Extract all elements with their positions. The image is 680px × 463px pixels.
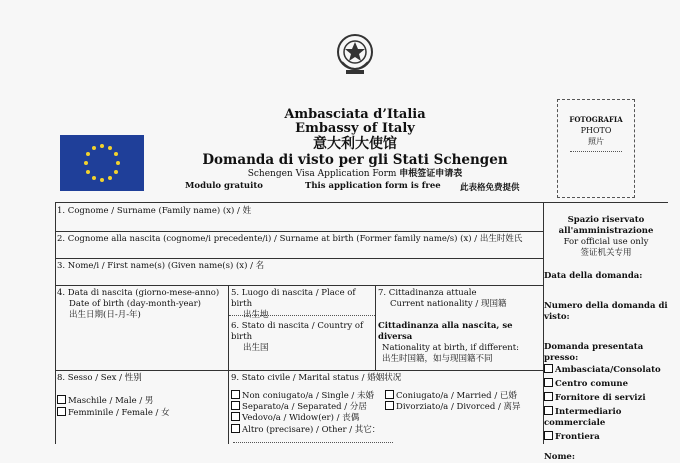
separated-option[interactable] [231, 402, 367, 412]
pob-zh: 出生地 [243, 310, 269, 320]
female-checkbox[interactable] [57, 407, 66, 416]
cob-zh: 出生国 [243, 343, 269, 353]
row-line-4 [56, 370, 544, 371]
other-label: Altro (precisare) / Other / 其它： [242, 425, 381, 435]
provider-checkbox[interactable] [544, 392, 553, 401]
free-it: Modulo gratuito [185, 181, 263, 191]
side-opt-provider[interactable] [544, 392, 668, 404]
sex-male-option[interactable] [57, 395, 225, 407]
married-checkbox[interactable] [385, 390, 394, 399]
female-label: Femminile / Female / 女 [68, 408, 170, 418]
field-country-of-birth[interactable] [231, 321, 373, 354]
official-use-panel [544, 203, 668, 463]
eu-flag-icon [60, 135, 144, 191]
centre-checkbox[interactable] [544, 378, 553, 387]
subtitle-en: Schengen Visa Application Form [247, 169, 397, 179]
divorced-option[interactable] [385, 401, 521, 413]
col-line-1 [228, 285, 229, 444]
divorced-checkbox[interactable] [385, 401, 394, 410]
header-embassy-zh: 意大利大使馆 [313, 136, 397, 152]
side-title-2: all'amministrazione [558, 226, 654, 236]
pob-label: 5. Luogo di nascita / Place of birth [231, 288, 356, 309]
side-title-3: For official use only [563, 237, 649, 247]
border-checkbox[interactable] [544, 431, 553, 440]
row-line-3 [56, 285, 544, 286]
side-number-label: Numero della domanda di visto: [544, 301, 668, 322]
dob-en: Date of birth (day-month-year) [69, 299, 202, 309]
row-line-2 [56, 258, 544, 259]
separated-label: Separato/a / Separated / 分居 [242, 402, 367, 412]
col-line-2 [375, 285, 376, 370]
application-form [55, 202, 668, 462]
side-opt-centre[interactable] [544, 378, 668, 390]
cob-label: 6. Stato di nascita / Country of birth [231, 321, 364, 342]
field-sex [57, 373, 225, 419]
subtitle-zh: 申根签证申请表 [399, 169, 463, 179]
embassy-checkbox[interactable] [544, 364, 553, 373]
side-presented-label: Domanda presentata presso: [544, 342, 644, 363]
other-option[interactable] [231, 424, 541, 447]
nat-birth-it: Cittadinanza alla nascita, se diversa [378, 321, 513, 342]
side-name-label: Nome: [544, 452, 575, 462]
dob-it: 4. Data di nascita (giorno-mese-anno) [57, 288, 220, 298]
dob-zh: 出生日期(日-月-年) [69, 310, 141, 320]
side-title-4: 签证机关专用 [580, 248, 632, 258]
field-surname[interactable]: 1. Cognome / Surname (Family name) (x) / 姓 [57, 206, 252, 216]
header-form-title: Domanda di visto per gli Stati Schengen [202, 152, 508, 168]
side-opt-border[interactable] [544, 431, 668, 443]
marital-row-1 [231, 390, 541, 401]
sex-label: 8. Sesso / Sex / 性别 [57, 373, 142, 383]
single-label: Non coniugato/a / Single / 未婚 [242, 391, 374, 401]
side-title-1: Spazio riservato [567, 215, 645, 225]
intermediary-checkbox[interactable] [544, 406, 553, 415]
field-nationality[interactable] [378, 288, 542, 365]
row-line-1 [56, 231, 544, 232]
male-label: Maschile / Male / 男 [68, 396, 154, 406]
free-en: This application form is free [305, 181, 441, 191]
field-place-of-birth[interactable] [231, 288, 373, 321]
side-opt-embassy[interactable] [544, 364, 668, 376]
form-header [160, 108, 550, 180]
marital-row-2 [231, 401, 541, 412]
divorced-label: Divorziato/a / Divorced / 离异 [396, 402, 521, 412]
field-marital-status [231, 373, 541, 447]
side-opt-intermediary[interactable] [544, 406, 668, 429]
provider-label: Fornitore di servizi [555, 393, 646, 403]
photo-label-zh: 照片 [588, 137, 604, 146]
embassy-label: Ambasciata/Consolato [555, 365, 661, 375]
single-option[interactable] [231, 391, 374, 401]
photo-label-en: PHOTO [580, 126, 612, 135]
married-label: Coniugato/a / Married / 已婚 [396, 391, 517, 401]
centre-label: Centro comune [555, 379, 628, 389]
single-checkbox[interactable] [231, 390, 240, 399]
male-checkbox[interactable] [57, 395, 66, 404]
other-checkbox[interactable] [231, 424, 240, 433]
photo-divider [570, 151, 622, 152]
nat-birth-en: Nationality at birth, if different: [382, 343, 520, 353]
intermediary-label: Intermediario commerciale [544, 407, 622, 428]
header-form-subtitle [160, 168, 550, 180]
separated-checkbox[interactable] [231, 401, 240, 410]
header-embassy-it: Ambasciata d’Italia [284, 107, 426, 122]
field-date-of-birth[interactable] [57, 288, 225, 321]
border-label: Frontiera [555, 432, 600, 442]
photo-box[interactable] [557, 99, 635, 198]
photo-label-it: FOTOGRAFIA [569, 115, 623, 124]
header-embassy-en: Embassy of Italy [295, 121, 415, 136]
widow-option[interactable] [231, 412, 541, 424]
side-date-label: Data della domanda: [544, 271, 643, 281]
widow-label: Vedovo/a / Widow(er) / 丧偶 [242, 413, 360, 423]
italian-emblem-icon [334, 30, 376, 78]
sex-female-option[interactable] [57, 407, 225, 419]
nat-label: 7. Cittadinanza attuale [378, 288, 477, 298]
free-zh: 此表格免费提供 [460, 183, 520, 193]
marital-label: 9. Stato civile / Marital status / 婚姻状况 [231, 373, 402, 383]
field-first-name[interactable]: 3. Nome/i / First name(s) (Given name(s) (x) / 名 [57, 261, 265, 271]
nat-en: Current nationality / 现国籍 [390, 299, 507, 309]
nat-birth-zh: 出生时国籍，如与现国籍不同 [382, 354, 493, 364]
field-surname-at-birth[interactable]: 2. Cognome alla nascita (cognome/i precedente/i) / Surname at birth (Former family name/s) (x) / 出生时姓氏 [57, 234, 523, 244]
widow-checkbox[interactable] [231, 412, 240, 421]
